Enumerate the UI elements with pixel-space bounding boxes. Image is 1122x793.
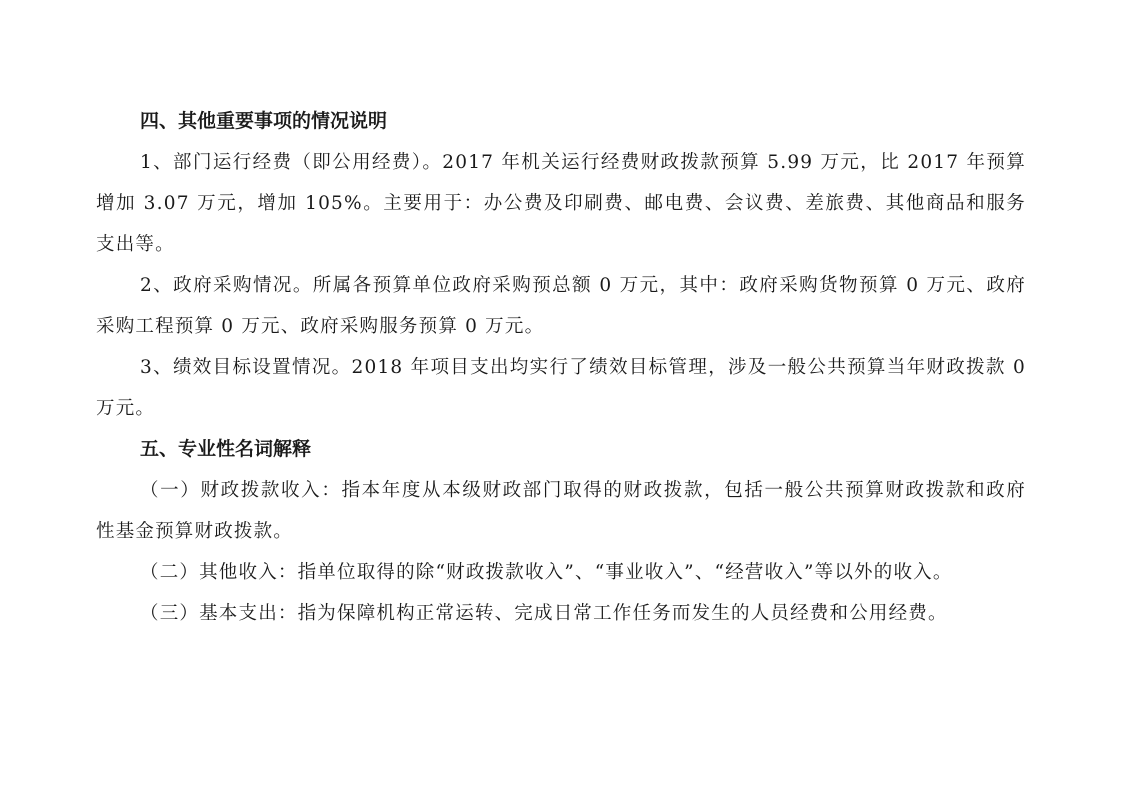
paragraph-basic-expenditure: （三）基本支出：指为保障机构正常运转、完成日常工作任务而发生的人员经费和公用经费。 (140, 603, 948, 624)
document-body (96, 101, 1026, 634)
paragraph-performance-targets: 3、绩效目标设置情况。2018 年项目支出均实行了绩效目标管理，涉及一般公共预算当年财政拨款 0 万元。 (96, 357, 1026, 419)
section-heading-other-matters: 四、其他重要事项的情况说明 (140, 110, 388, 132)
paragraph-other-income: （二）其他收入：指单位取得的除“财政拨款收入”、“事业收入”、“经营收入”等以外的收入。 (140, 562, 953, 583)
paragraph-operating-expenses: 1、部门运行经费（即公用经费）。2017 年机关运行经费财政拨款预算 5.99 万元，比 2017 年预算增加 3.07 万元，增加 105%。主要用于：办公费及印刷费、邮电费、会议费、差旅费、其他商品和服务支出等。 (96, 152, 1026, 255)
section-heading-terminology: 五、专业性名词解释 (140, 438, 312, 460)
paragraph-fiscal-appropriation-income: （一）财政拨款收入：指本年度从本级财政部门取得的财政拨款，包括一般公共预算财政拨款和政府性基金预算财政拨款。 (96, 480, 1026, 542)
paragraph-government-procurement: 2、政府采购情况。所属各预算单位政府采购预总额 0 万元，其中：政府采购货物预算 0 万元、政府采购工程预算 0 万元、政府采购服务预算 0 万元。 (96, 275, 1026, 337)
